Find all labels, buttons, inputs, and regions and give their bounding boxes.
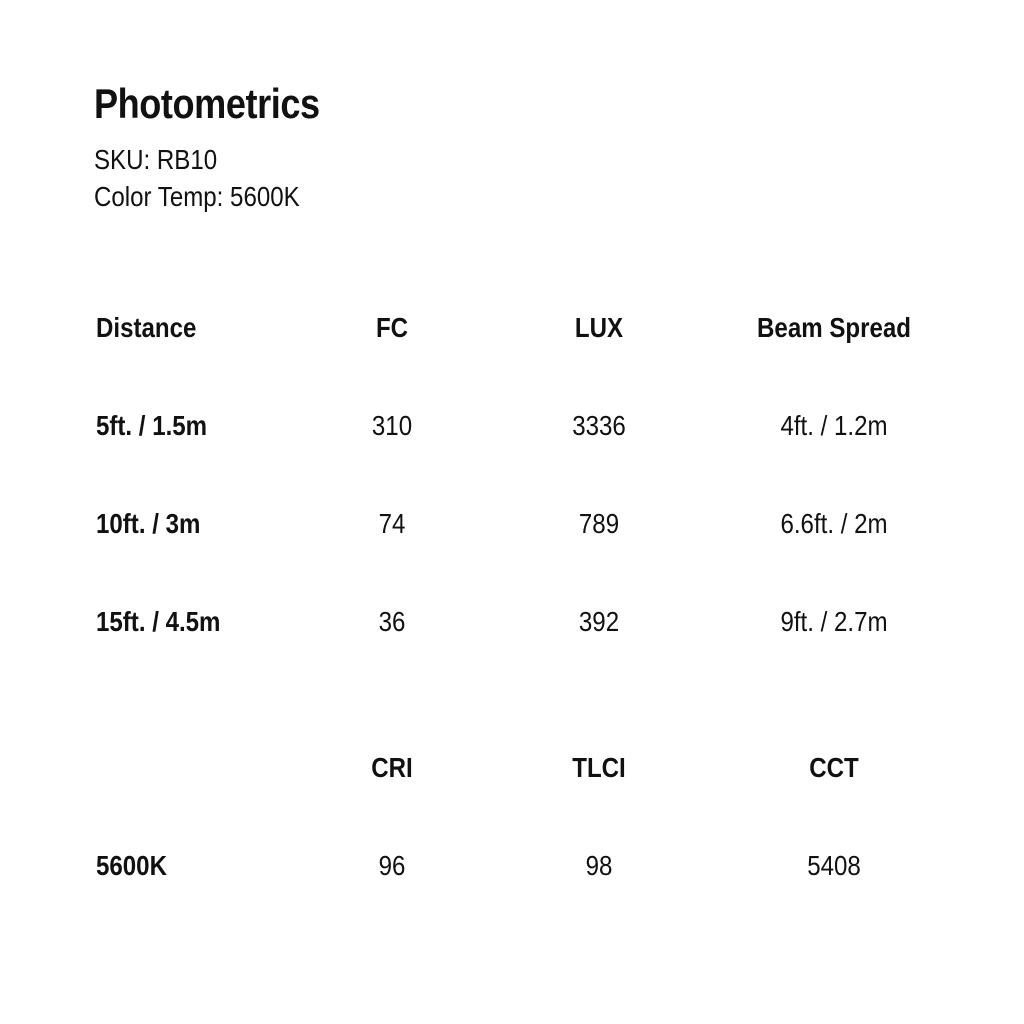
header-beam-spread: Beam Spread	[757, 312, 911, 343]
header-cct: CCT	[809, 752, 859, 783]
table-row-lux: 789	[578, 508, 620, 539]
table-row-distance: 15ft. / 4.5m	[96, 606, 221, 637]
header-lux: LUX	[574, 312, 624, 343]
color-row-cct: 5408	[807, 850, 861, 881]
table-row-fc: 36	[378, 606, 406, 637]
table-row-beam-spread: 4ft. / 1.2m	[780, 410, 888, 441]
header-cri: CRI	[371, 752, 413, 783]
color-row-tlci: 98	[585, 850, 613, 881]
sku-line: SKU: RB10	[94, 144, 218, 175]
table-row-lux: 3336	[572, 410, 626, 441]
table-row-lux: 392	[578, 606, 620, 637]
table-row-beam-spread: 6.6ft. / 2m	[780, 508, 888, 539]
color-temp-line: Color Temp: 5600K	[94, 181, 300, 212]
table-row-fc: 74	[378, 508, 406, 539]
header-fc: FC	[375, 312, 409, 343]
header-distance: Distance	[96, 312, 197, 343]
table-row-distance: 5ft. / 1.5m	[96, 410, 208, 441]
color-row-cri: 96	[378, 850, 406, 881]
page-title: Photometrics	[94, 80, 320, 127]
table-row-distance: 10ft. / 3m	[96, 508, 201, 539]
color-row-label: 5600K	[96, 850, 167, 881]
table-row-fc: 310	[371, 410, 413, 441]
table-row-beam-spread: 9ft. / 2.7m	[780, 606, 888, 637]
header-tlci: TLCI	[572, 752, 626, 783]
